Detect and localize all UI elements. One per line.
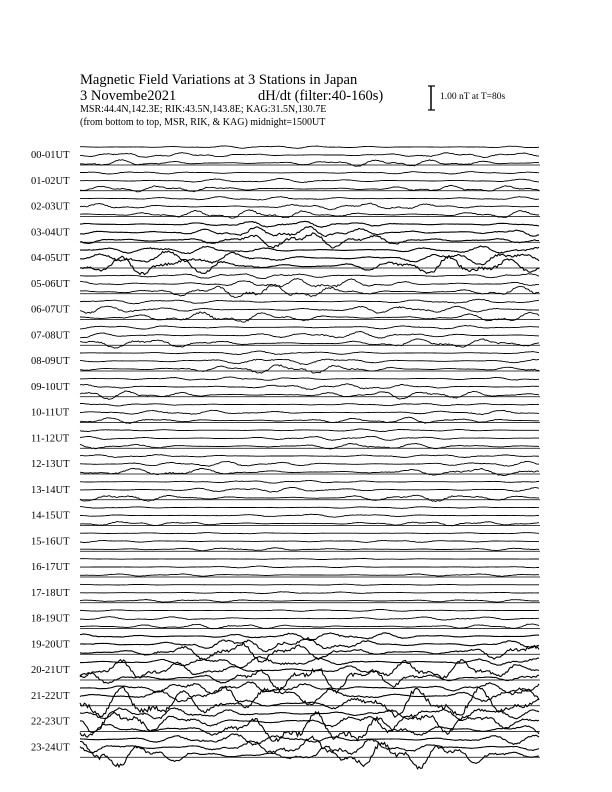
trace-kag xyxy=(80,559,539,560)
hour-label: 00-01UT xyxy=(31,150,70,161)
trace-kag xyxy=(80,507,539,509)
trace-rik xyxy=(80,332,539,339)
hour-label: 13-14UT xyxy=(31,484,70,496)
hour-label: 23-24UT xyxy=(31,742,70,754)
trace-kag xyxy=(80,533,539,534)
date-label: 3 Novembe2021 xyxy=(80,88,177,104)
trace-kag xyxy=(80,172,539,174)
trace-msr xyxy=(80,233,539,248)
trace-msr xyxy=(80,548,539,551)
hour-label: 04-05UT xyxy=(31,253,70,264)
scale-label: 1.00 nT at T=80s xyxy=(440,92,506,102)
hour-label: 01-02UT xyxy=(31,175,70,187)
trace-rik xyxy=(80,251,539,265)
trace-rik xyxy=(80,617,539,621)
hour-label: 14-15UT xyxy=(31,510,70,522)
trace-rik xyxy=(80,461,539,466)
trace-msr xyxy=(80,256,539,275)
trace-rik xyxy=(80,592,539,594)
trace-kag xyxy=(80,325,539,329)
hour-label: 05-06UT xyxy=(31,278,70,290)
trace-rik xyxy=(80,203,539,210)
hour-label: 10-11UT xyxy=(31,407,70,419)
trace-msr xyxy=(80,210,539,218)
hour-label: 07-08UT xyxy=(31,330,70,342)
trace-msr xyxy=(80,669,539,693)
hour-label: 17-18UT xyxy=(31,587,70,599)
station-order-note: (from bottom to top, MSR, RIK, & KAG) midnight=1500UT xyxy=(80,117,326,128)
trace-rik xyxy=(80,359,539,365)
trace-kag xyxy=(80,146,539,149)
trace-kag xyxy=(80,584,539,585)
hour-label: 15-16UT xyxy=(31,536,70,548)
hour-label: 08-09UT xyxy=(31,356,70,367)
hour-label: 16-17UT xyxy=(31,562,70,573)
hour-label: 19-20UT xyxy=(31,639,70,651)
hour-label: 22-23UT xyxy=(31,716,70,728)
trace-msr xyxy=(80,600,539,603)
trace-rik xyxy=(80,541,539,543)
trace-kag xyxy=(80,351,539,355)
trace-kag xyxy=(80,377,539,380)
trace-rik xyxy=(80,179,539,183)
chart-title: Magnetic Field Variations at 3 Stations in Japan xyxy=(80,72,358,88)
trace-kag xyxy=(80,657,539,668)
trace-msr xyxy=(80,741,539,768)
hour-label: 11-12UT xyxy=(31,433,70,445)
trace-msr xyxy=(80,495,539,501)
trace-kag xyxy=(80,197,539,200)
trace-msr xyxy=(80,712,539,741)
trace-rik xyxy=(80,153,539,158)
parameter-label: dH/dt (filter:40-160s) xyxy=(258,88,384,104)
trace-msr xyxy=(80,468,539,475)
trace-kag xyxy=(80,429,539,432)
trace-msr xyxy=(80,284,539,297)
trace-rik xyxy=(80,687,539,708)
hour-label: 06-07UT xyxy=(31,304,70,316)
trace-rik xyxy=(80,436,539,440)
hour-label: 12-13UT xyxy=(31,459,70,470)
trace-msr xyxy=(80,365,539,373)
trace-kag xyxy=(80,708,539,721)
hour-label: 03-04UT xyxy=(31,227,70,239)
trace-rik xyxy=(80,410,539,414)
trace-msr xyxy=(80,574,539,577)
station-coordinates: MSR:44.4N,142.3E; RIK:43.5N,143.8E; KAG:31.5N,130.7E xyxy=(80,104,327,115)
trace-kag xyxy=(80,246,539,254)
trace-msr xyxy=(80,624,539,629)
trace-rik xyxy=(80,566,539,568)
trace-kag xyxy=(80,299,539,304)
hour-label: 18-19UT xyxy=(31,613,70,625)
trace-kag xyxy=(80,481,539,484)
hour-label: 02-03UT xyxy=(31,201,70,213)
trace-rik xyxy=(80,487,539,492)
trace-msr xyxy=(80,391,539,399)
trace-kag xyxy=(80,682,539,694)
trace-kag xyxy=(80,274,539,279)
trace-msr xyxy=(80,339,539,348)
trace-rik xyxy=(80,278,539,287)
trace-msr xyxy=(80,687,539,718)
hour-label: 20-21UT xyxy=(31,665,70,676)
trace-rik xyxy=(80,306,539,313)
trace-msr xyxy=(80,312,539,322)
trace-kag xyxy=(80,455,539,458)
hour-label: 09-10UT xyxy=(31,381,70,393)
trace-rik xyxy=(80,384,539,390)
hour-label: 21-22UT xyxy=(31,690,70,702)
trace-kag xyxy=(80,734,539,745)
trace-kag xyxy=(80,403,539,406)
trace-kag xyxy=(80,609,539,611)
trace-rik xyxy=(80,514,539,517)
